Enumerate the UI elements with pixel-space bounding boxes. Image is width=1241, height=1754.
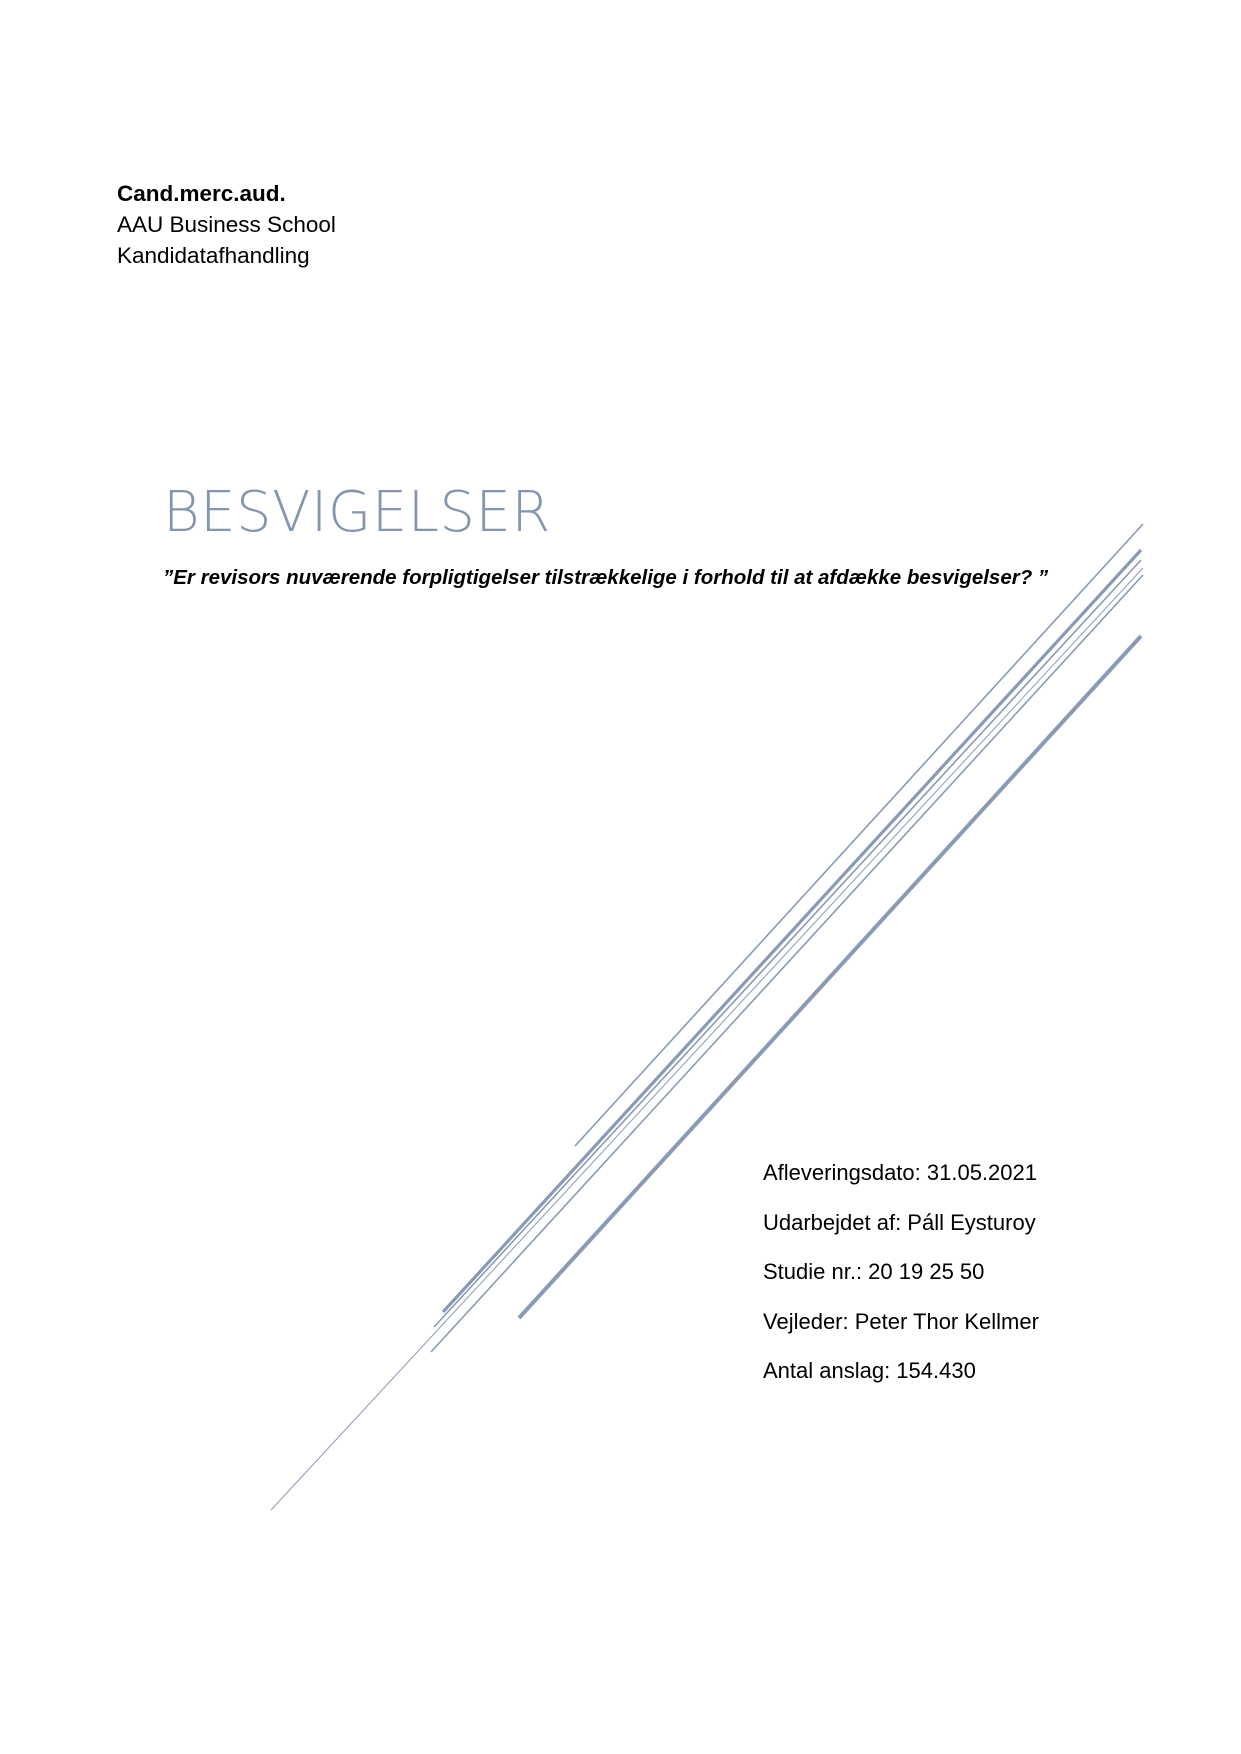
school-name: AAU Business School xyxy=(117,212,336,237)
details-block xyxy=(763,1158,1039,1406)
degree-label: Cand.merc.aud. xyxy=(117,181,286,206)
supervisor: Vejleder: Peter Thor Kellmer xyxy=(763,1308,1039,1334)
document-title: BESVIGELSER xyxy=(163,480,551,545)
character-count: Antal anslag: 154.430 xyxy=(763,1358,976,1383)
student-number: Studie nr.: 20 19 25 50 xyxy=(763,1259,985,1284)
decor-line-1 xyxy=(575,524,1143,1146)
document-type: Kandidatafhandling xyxy=(117,243,310,268)
author: Udarbejdet af: Páll Eysturoy xyxy=(763,1209,1036,1235)
research-question: ”Er revisors nuværende forpligtigelser tilstrækkelige i forhold til at afdække besvigelser? ” xyxy=(163,566,1049,589)
delivery-date: Afleveringsdato: 31.05.2021 xyxy=(763,1160,1037,1185)
